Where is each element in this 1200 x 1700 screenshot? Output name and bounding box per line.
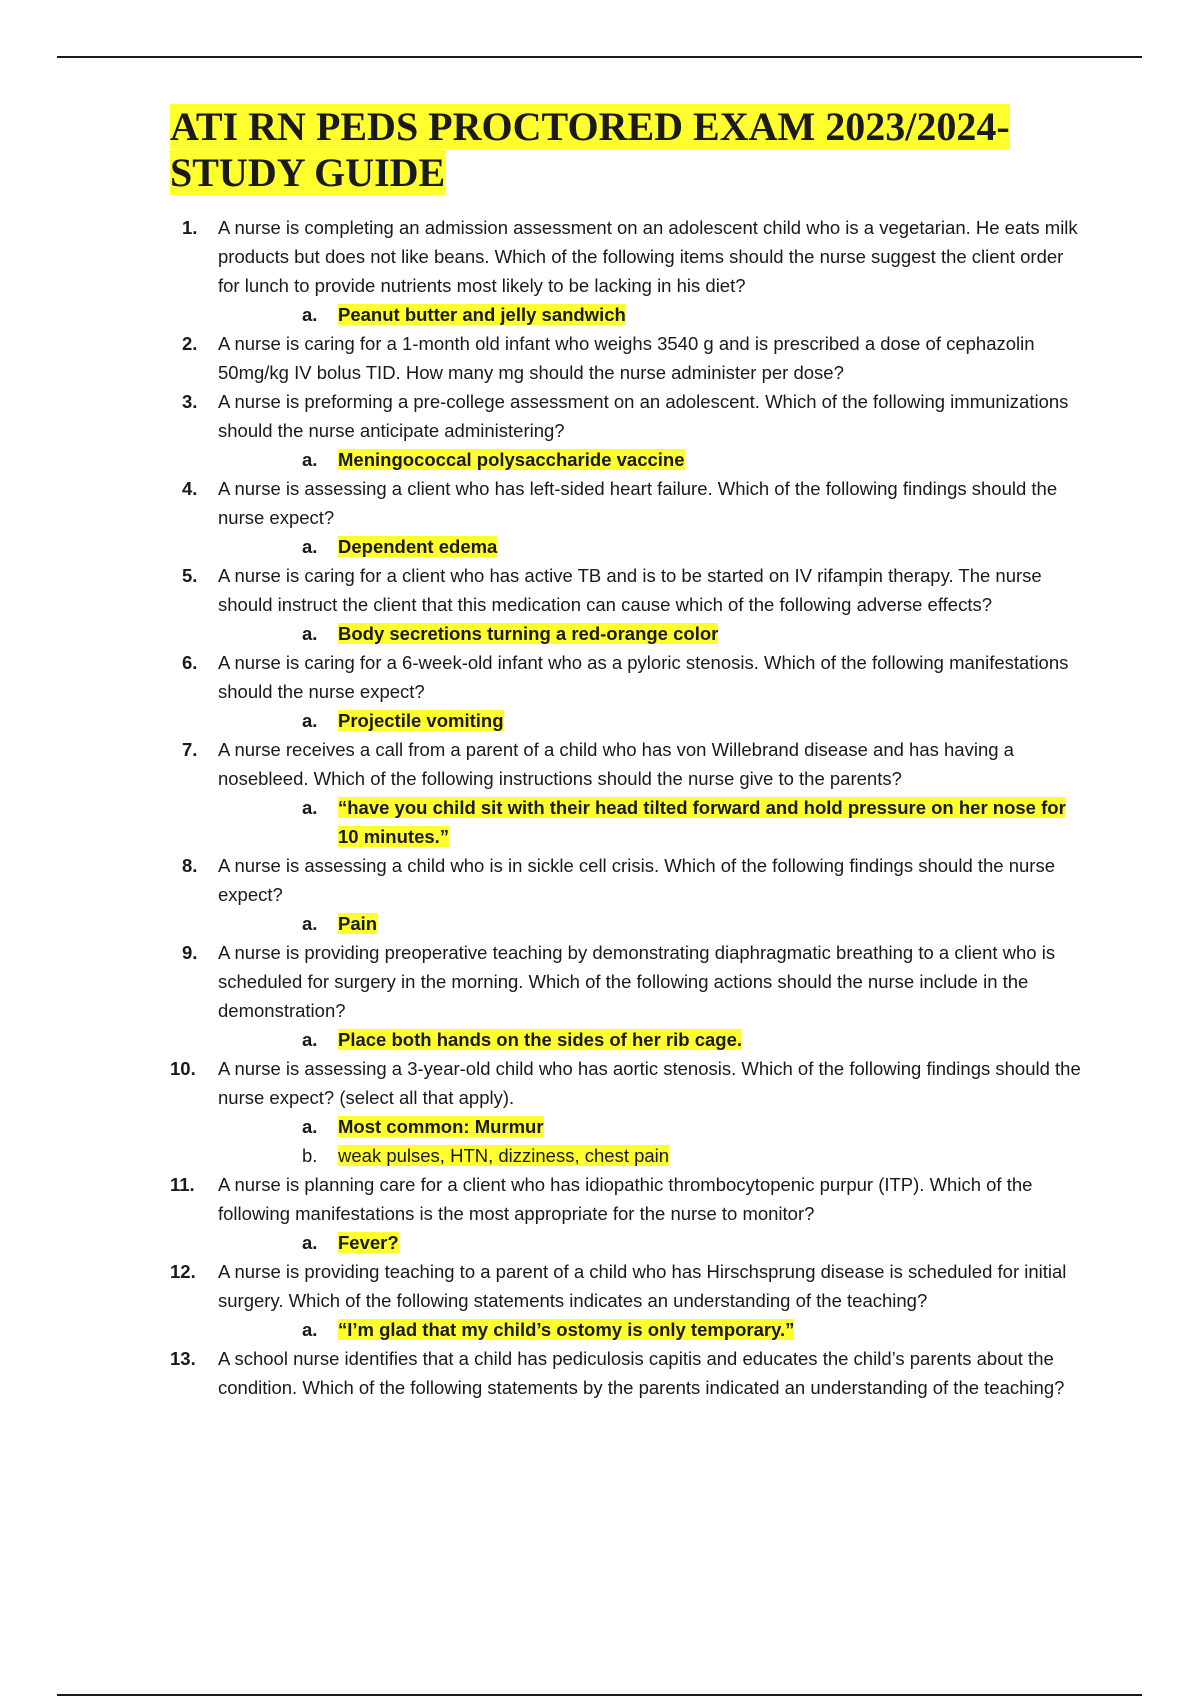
answer-item: [302, 1025, 1090, 1054]
question-item: [170, 387, 1090, 474]
answer-item: [302, 619, 1090, 648]
answer-text: Body secretions turning a red-orange color: [338, 623, 719, 644]
question-item: [170, 213, 1090, 329]
answer-letter: a.: [302, 623, 318, 644]
answer-item: [302, 1112, 1090, 1141]
answer-list: [218, 1112, 1090, 1170]
question-number: 5.: [182, 565, 198, 586]
question-text: A nurse receives a call from a parent of a child who has von Willebrand disease and has having a nosebleed. Which of the following instructions should the nurse give to the parents?: [218, 739, 1014, 789]
answer-text: Dependent edema: [338, 536, 498, 557]
question-number: 3.: [182, 391, 198, 412]
answer-letter: a.: [302, 304, 318, 325]
answer-text: Pain: [338, 913, 378, 934]
question-item: [170, 561, 1090, 648]
answer-list: [218, 1025, 1090, 1054]
question-list: [170, 213, 1090, 1402]
question-text: A nurse is assessing a 3-year-old child who has aortic stenosis. Which of the following findings should the nurse expect? (select all that apply).: [218, 1058, 1081, 1108]
question-text: A nurse is assessing a child who is in sickle cell crisis. Which of the following findings should the nurse expect?: [218, 855, 1056, 905]
answer-text: Most common: Murmur: [338, 1116, 544, 1137]
answer-letter: a.: [302, 1029, 318, 1050]
answer-letter: a.: [302, 797, 318, 818]
question-text: A nurse is preforming a pre-college assessment on an adolescent. Which of the following immunizations should the nurse anticipate administering?: [218, 391, 1069, 441]
question-item: [170, 648, 1090, 735]
title-line-1: ATI RN PEDS PROCTORED EXAM 2023/2024-: [170, 104, 1010, 149]
answer-list: [218, 445, 1090, 474]
question-text: A nurse is providing preoperative teaching by demonstrating diaphragmatic breathing to a client who is scheduled for surgery in the morning. Which of the following actions should the nurse include in the demonstration?: [218, 942, 1056, 1021]
question-number: 4.: [182, 478, 198, 499]
question-text: A nurse is providing teaching to a parent of a child who has Hirschsprung disease is scheduled for initial surgery. Which of the following statements indicates an understanding of the teaching?: [218, 1261, 1067, 1311]
answer-text: “I’m glad that my child’s ostomy is only temporary.”: [338, 1319, 795, 1340]
question-text: A nurse is caring for a client who has active TB and is to be started on IV rifampin therapy. The nurse should instruct the client that this medication can cause which of the following adverse effects?: [218, 565, 1042, 615]
question-number: 8.: [182, 855, 198, 876]
question-text: A school nurse identifies that a child has pediculosis capitis and educates the child’s parents about the condition. Which of the following statements by the parents indicated an understanding of the teaching?: [218, 1348, 1065, 1398]
answer-item: [302, 1141, 1090, 1170]
answer-text: weak pulses, HTN, dizziness, chest pain: [338, 1145, 670, 1166]
question-number: 1.: [182, 217, 198, 238]
question-text: A nurse is caring for a 6-week-old infant who as a pyloric stenosis. Which of the following manifestations should the nurse expect?: [218, 652, 1069, 702]
answer-item: [302, 909, 1090, 938]
question-text: A nurse is completing an admission assessment on an adolescent child who is a vegetarian. He eats milk products but does not like beans. Which of the following items should the nurse suggest the client order for lunch to provide nutrients most likely to be lacking in his diet?: [218, 217, 1078, 296]
answer-text: Peanut butter and jelly sandwich: [338, 304, 626, 325]
answer-letter: a.: [302, 1232, 318, 1253]
answer-list: [218, 793, 1090, 851]
question-number: 10.: [170, 1058, 196, 1079]
answer-list: [218, 300, 1090, 329]
answer-item: [302, 300, 1090, 329]
answer-item: [302, 793, 1090, 851]
answer-text: Fever?: [338, 1232, 399, 1253]
question-number: 13.: [170, 1348, 196, 1369]
answer-letter: a.: [302, 1319, 318, 1340]
question-item: [170, 1257, 1090, 1344]
question-text: A nurse is planning care for a client who has idiopathic thrombocytopenic purpur (ITP). Which of the following manifestations is the most appropriate for the nurse to monitor?: [218, 1174, 1033, 1224]
question-item: [170, 938, 1090, 1054]
answer-text: “have you child sit with their head tilted forward and hold pressure on her nose for 10 minutes.”: [338, 797, 1066, 847]
answer-text: Projectile vomiting: [338, 710, 504, 731]
question-item: [170, 1344, 1090, 1402]
question-item: [170, 851, 1090, 938]
question-item: [170, 735, 1090, 851]
question-item: [170, 1054, 1090, 1170]
answer-item: [302, 1228, 1090, 1257]
answer-letter: a.: [302, 1116, 318, 1137]
answer-letter: a.: [302, 536, 318, 557]
question-number: 9.: [182, 942, 198, 963]
answer-list: [218, 619, 1090, 648]
top-rule: [57, 56, 1142, 58]
question-text: A nurse is assessing a client who has left-sided heart failure. Which of the following findings should the nurse expect?: [218, 478, 1058, 528]
answer-list: [218, 1315, 1090, 1344]
answer-list: [218, 706, 1090, 735]
answer-list: [218, 532, 1090, 561]
answer-item: [302, 1315, 1090, 1344]
bottom-rule: [57, 1694, 1142, 1696]
answer-list: [218, 1228, 1090, 1257]
document-title: [170, 104, 1150, 196]
question-text: A nurse is caring for a 1-month old infant who weighs 3540 g and is prescribed a dose of cephazolin 50mg/kg IV bolus TID. How many mg should the nurse administer per dose?: [218, 333, 1035, 383]
answer-item: [302, 532, 1090, 561]
answer-item: [302, 445, 1090, 474]
question-item: [170, 329, 1090, 387]
answer-letter: b.: [302, 1145, 318, 1166]
answer-letter: a.: [302, 913, 318, 934]
question-number: 7.: [182, 739, 198, 760]
answer-list: [218, 909, 1090, 938]
answer-letter: a.: [302, 710, 318, 731]
question-number: 12.: [170, 1261, 196, 1282]
answer-letter: a.: [302, 449, 318, 470]
answer-text: Meningococcal polysaccharide vaccine: [338, 449, 685, 470]
question-number: 2.: [182, 333, 198, 354]
answer-item: [302, 706, 1090, 735]
title-line-2: STUDY GUIDE: [170, 150, 446, 195]
question-item: [170, 474, 1090, 561]
question-number: 11.: [170, 1174, 195, 1195]
question-item: [170, 1170, 1090, 1257]
answer-text: Place both hands on the sides of her rib cage.: [338, 1029, 743, 1050]
question-number: 6.: [182, 652, 198, 673]
